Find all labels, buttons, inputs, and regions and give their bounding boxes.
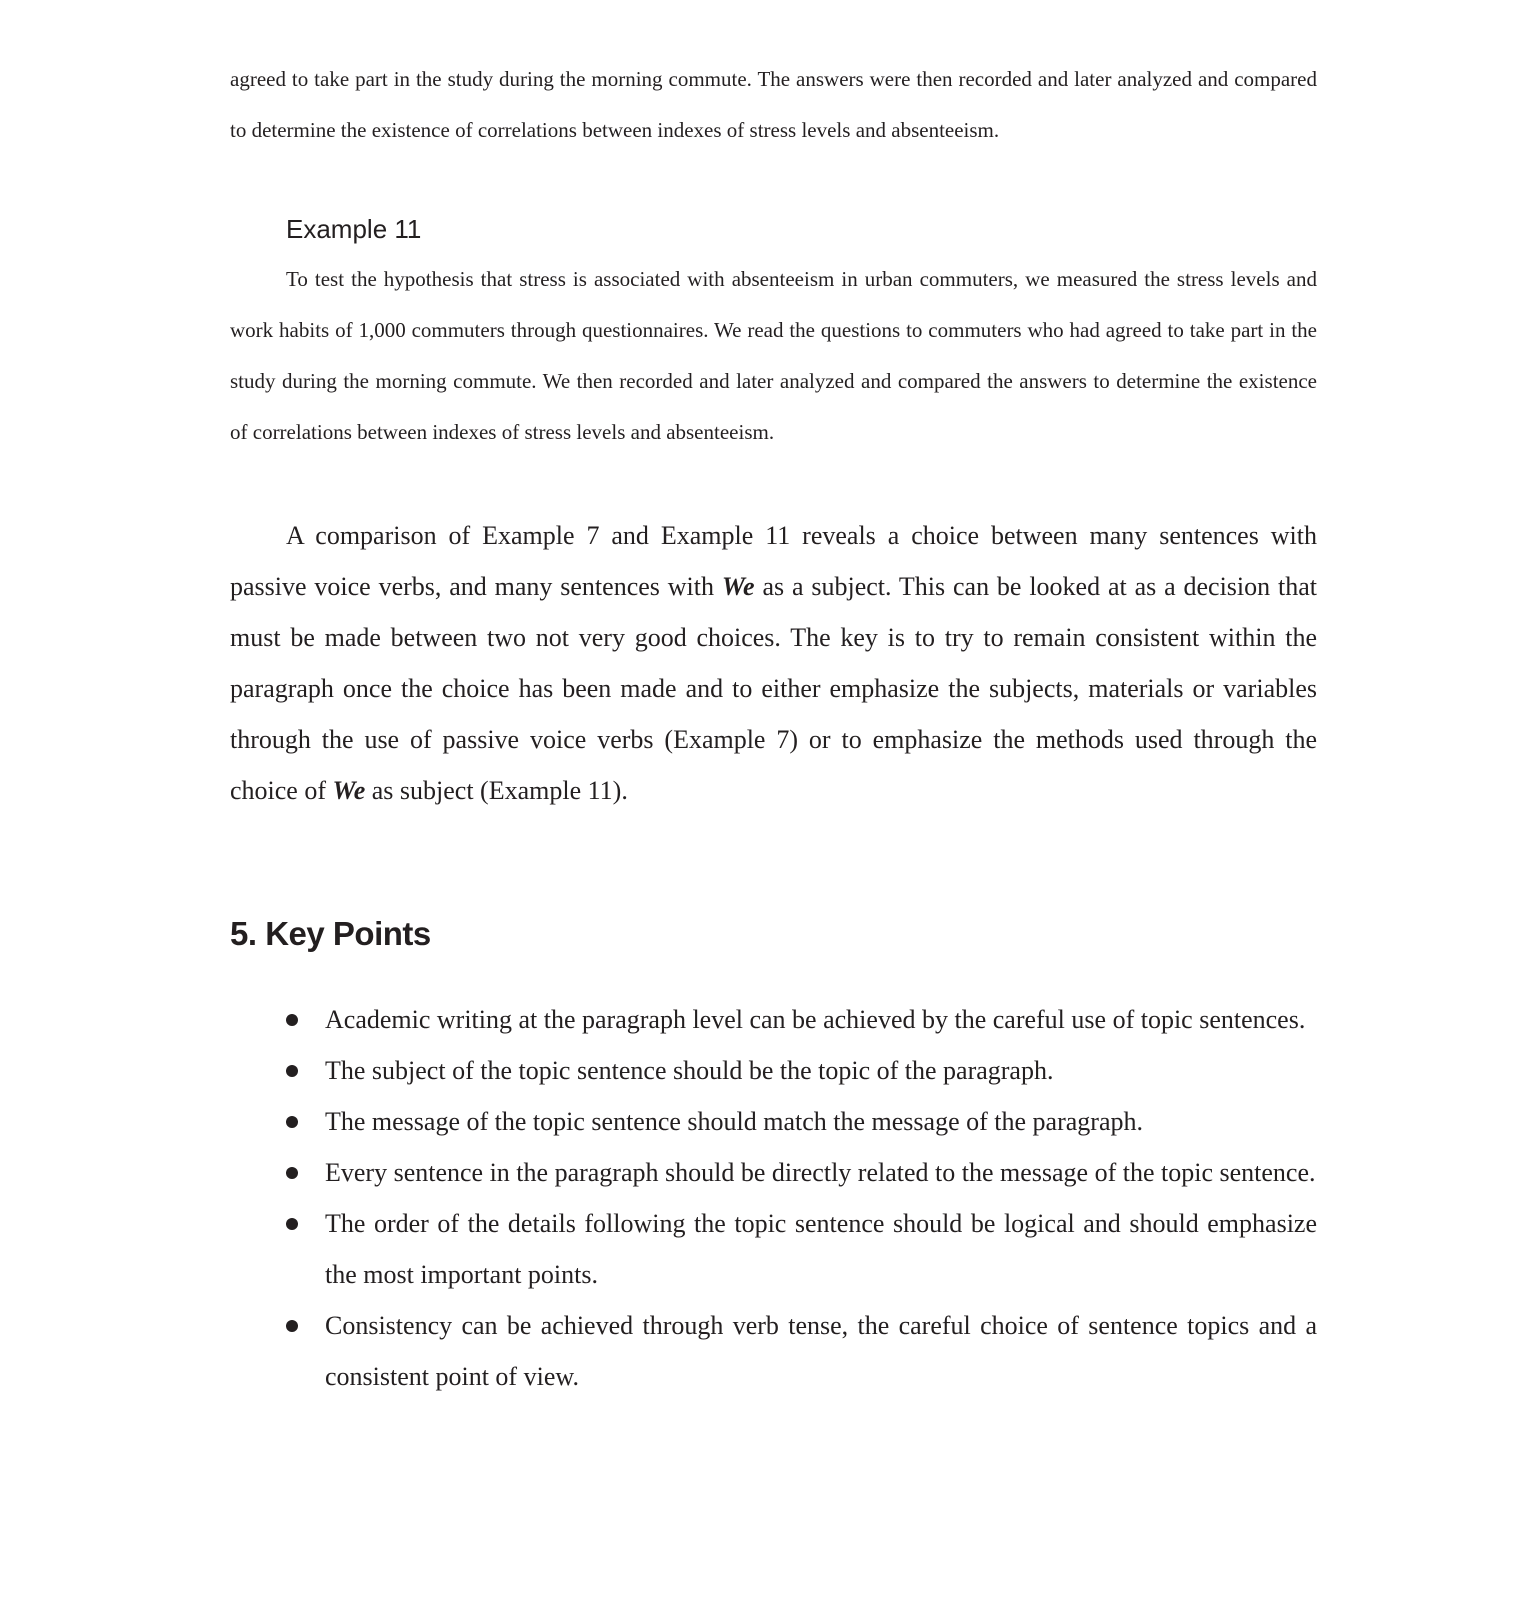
- comparison-emphasis-we-1: We: [721, 572, 755, 601]
- bullet-icon: [286, 1116, 298, 1128]
- key-point-text: The subject of the topic sentence should be the topic of the paragraph.: [325, 1056, 1054, 1085]
- key-point-item: [230, 1096, 1317, 1147]
- example-paragraph: To test the hypothesis that stress is associated with absenteeism in urban commuters, we measured the stress levels and work habits of 1,000 commuters through questionnaires. We read the questions to commuters who had agreed to take part in the study during the morning commute. We then recorded and later analyzed and compared the answers to determine the existence of correlations between indexes of stress levels and absenteeism.: [230, 267, 1317, 444]
- key-point-text: Consistency can be achieved through verb tense, the careful choice of sentence topics and a consistent point of view.: [325, 1311, 1317, 1391]
- key-point-item: [230, 1198, 1317, 1300]
- key-point-text: Academic writing at the paragraph level can be achieved by the careful use of topic sentences.: [325, 1005, 1306, 1034]
- comparison-text-part3: as subject (Example 11).: [365, 776, 628, 805]
- intro-paragraph: agreed to take part in the study during the morning commute. The answers were then recorded and later analyzed and compared to determine the existence of correlations between indexes of stress levels and absenteeism.: [230, 67, 1317, 142]
- bullet-icon: [286, 1167, 298, 1179]
- key-point-text: Every sentence in the paragraph should be directly related to the message of the topic sentence.: [325, 1158, 1316, 1187]
- section-heading-key-points: 5. Key Points: [230, 915, 431, 952]
- key-point-item: [230, 994, 1317, 1045]
- key-point-item: [230, 1300, 1317, 1402]
- comparison-text-part1: A comparison of Example 7 and Example 11 reveals a choice between many sentences with passive voice verbs, and many sentences with: [230, 521, 1317, 601]
- document-page: [230, 54, 1317, 1402]
- key-point-text: The order of the details following the topic sentence should be logical and should emphasize the most important points.: [325, 1209, 1317, 1289]
- bullet-icon: [286, 1218, 298, 1230]
- key-points-list: [230, 994, 1317, 1402]
- comparison-paragraph: [230, 510, 1317, 816]
- comparison-emphasis-we-2: We: [332, 776, 366, 805]
- key-point-item: [230, 1045, 1317, 1096]
- key-point-item: [230, 1147, 1317, 1198]
- key-point-text: The message of the topic sentence should match the message of the paragraph.: [325, 1107, 1143, 1136]
- comparison-text-part2: as a subject. This can be looked at as a decision that must be made between two not very good choices. The key is to try to remain consistent within the paragraph once the choice has been made and to either emphasize the subjects, materials or variables through the use of passive voice verbs (Example 7) or to emphasize the methods used through the choice of: [230, 572, 1317, 805]
- bullet-icon: [286, 1014, 298, 1026]
- bullet-icon: [286, 1320, 298, 1332]
- example-heading: Example 11: [286, 214, 422, 244]
- bullet-icon: [286, 1065, 298, 1077]
